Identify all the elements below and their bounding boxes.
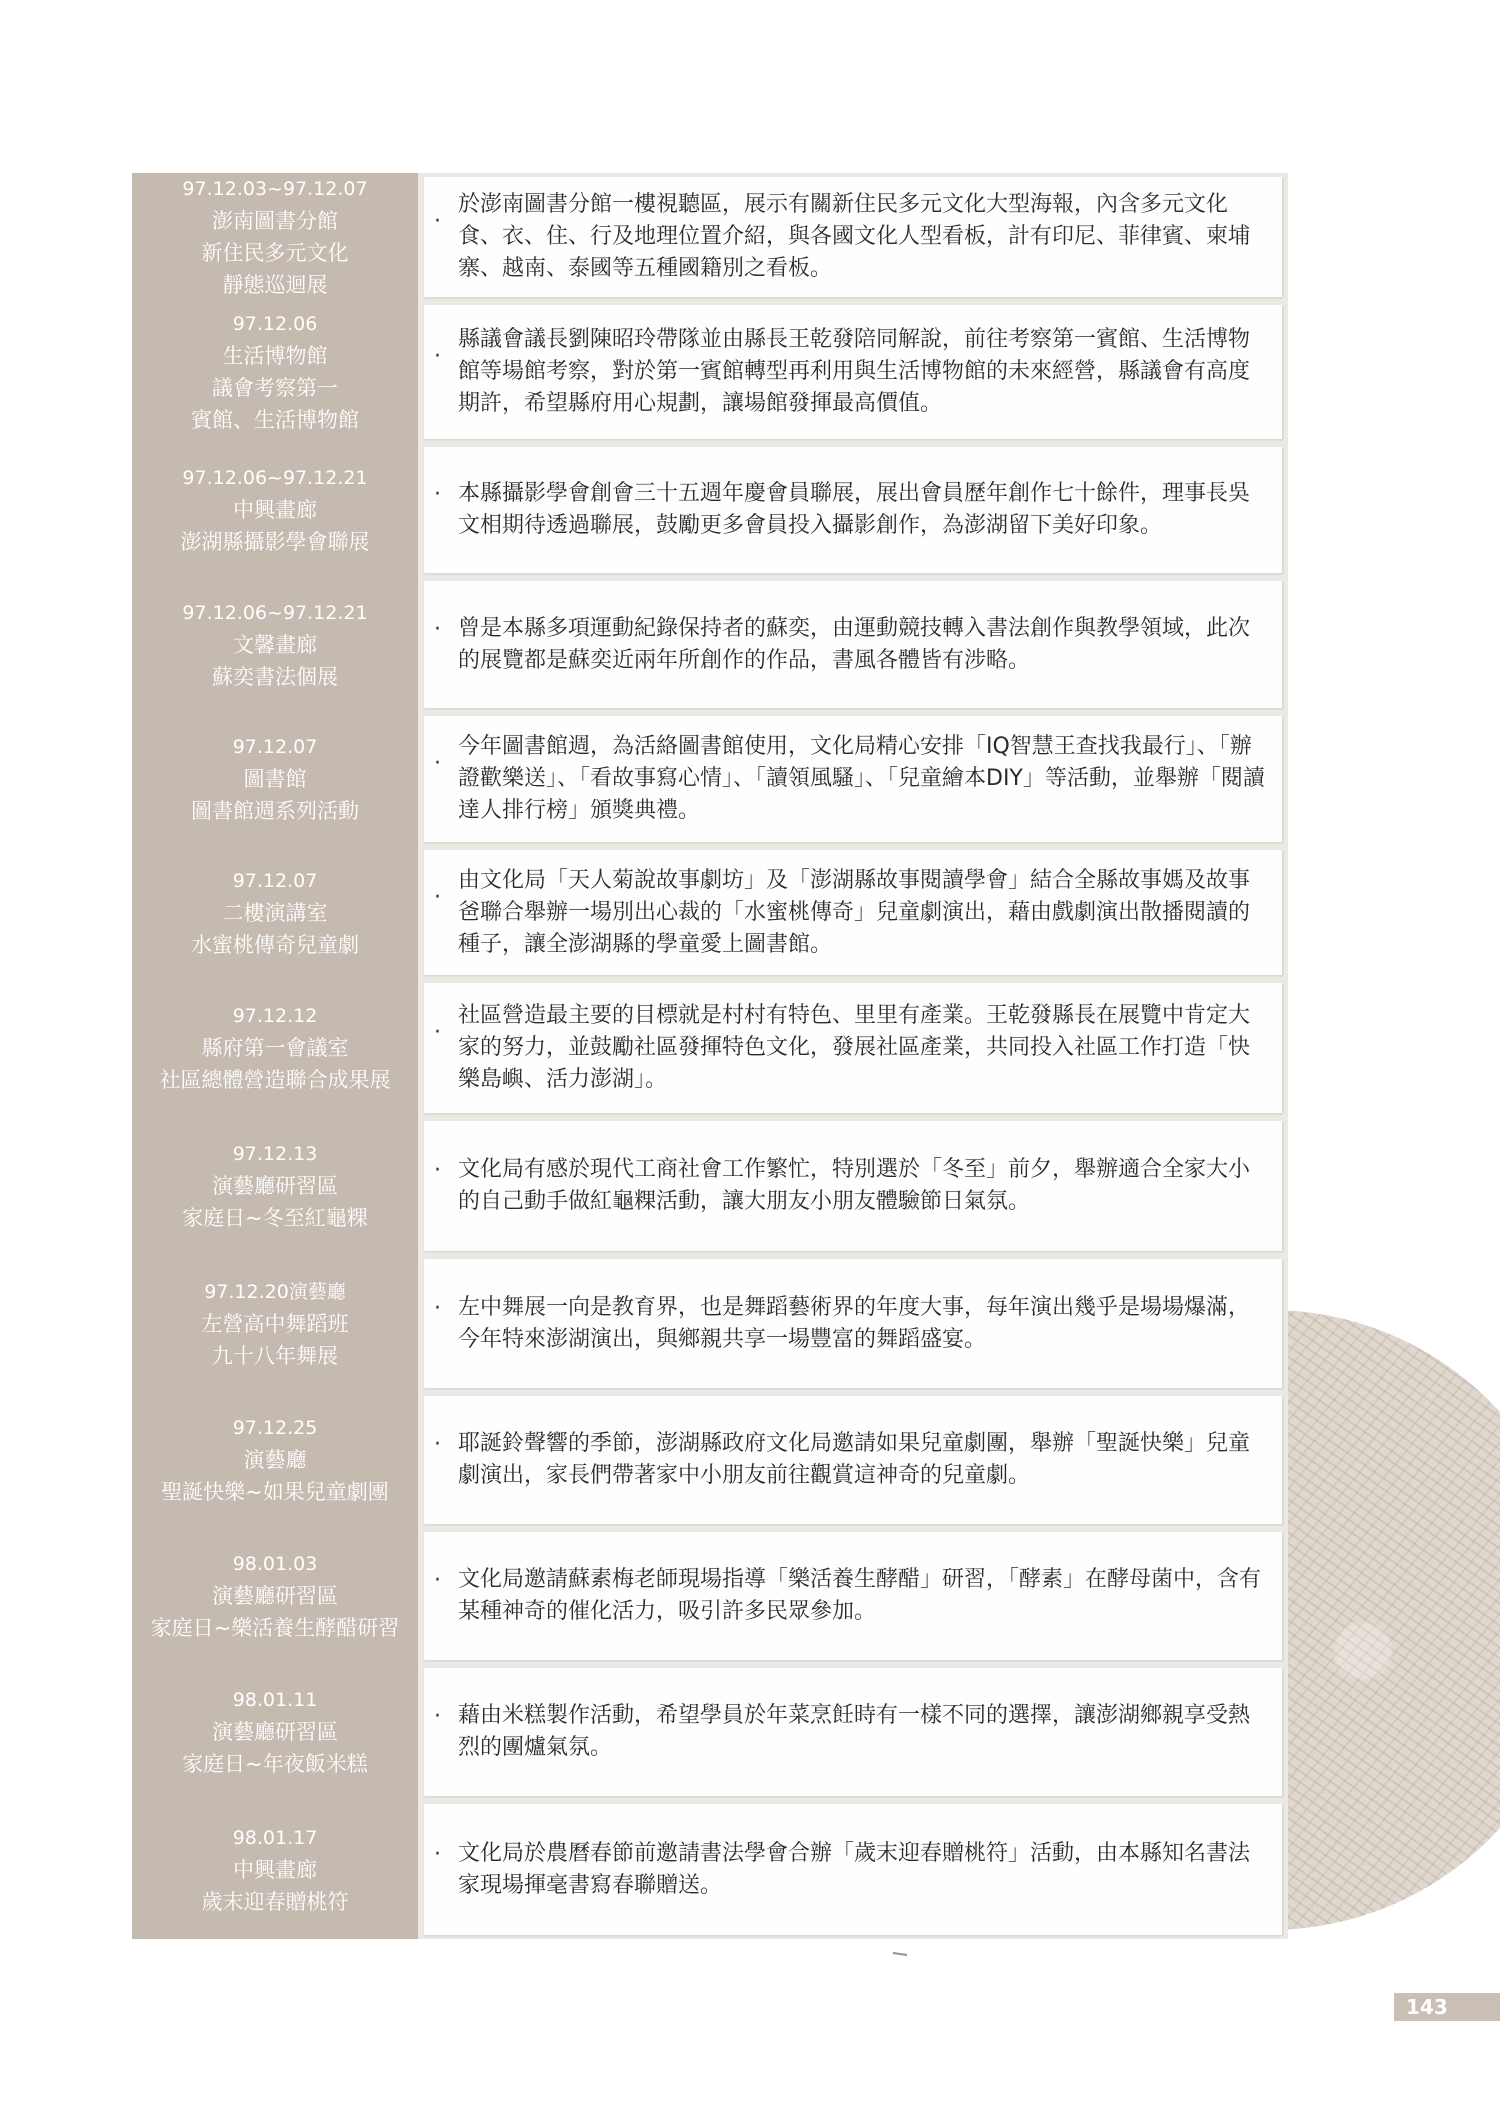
event-info-cell (132, 846, 418, 979)
table-row (132, 1664, 1288, 1800)
event-info-cell (132, 1528, 418, 1664)
table-row (132, 301, 1288, 443)
event-info-line: 賓館、生活博物館 (191, 408, 359, 432)
table-row (132, 1255, 1288, 1392)
event-info-cell (132, 1117, 418, 1255)
events-table (132, 173, 1288, 1939)
event-date: 97.12.03~97.12.07 (182, 178, 368, 200)
event-date: 97.12.07 (232, 869, 318, 892)
bullet-mark: · (434, 1020, 441, 1045)
event-description: 於澎南圖書分館一樓視聽區，展示有關新住民多元文化大型海報，內含多元文化食、衣、住、行及地理位置介紹，與各國文化人型看板，計有印尼、菲律賓、柬埔寨、越南、泰國等五種國籍別之看板。 (458, 192, 1251, 281)
bullet-mark: · (434, 1158, 441, 1183)
event-info-cell (132, 1800, 418, 1939)
event-description-cell (424, 447, 1282, 573)
event-description: 曾是本縣多項運動紀錄保持者的蘇奕，由運動競技轉入書法創作與教學領域，此次的展覽都是蘇奕近兩年所創作的作品，書風各體皆有涉略。 (458, 615, 1251, 673)
event-date: 97.12.25 (232, 1417, 318, 1439)
event-info-cell (132, 979, 418, 1117)
event-info-line: 家庭日~樂活養生酵醋研習 (150, 1616, 400, 1640)
table-row (132, 173, 1288, 301)
table-row (132, 1117, 1288, 1255)
bullet-mark: · (434, 209, 441, 234)
event-info-cell (132, 443, 418, 577)
table-row (132, 979, 1288, 1117)
bullet-mark: · (434, 884, 441, 910)
event-info-line: 水蜜桃傳奇兒童劇 (191, 932, 359, 957)
event-description-cell (424, 1396, 1282, 1524)
event-description-cell (424, 716, 1282, 842)
event-info-line: 演藝廳研習區 (212, 1174, 338, 1198)
bullet-mark: · (434, 1432, 441, 1457)
event-description-cell (424, 1259, 1282, 1388)
table-row (132, 577, 1288, 712)
event-description: 由文化局「天人菊說故事劇坊」及「澎湖縣故事閱讀學會」結合全縣故事媽及故事爸聯合舉辦一場別出心裁的「水蜜桃傳奇」兒童劇演出，藉由戲劇演出散播閱讀的種子，讓全澎湖縣的學童愛上圖書館。 (458, 867, 1251, 957)
event-info-cell (132, 1664, 418, 1800)
table-row (132, 443, 1288, 577)
table-row (132, 1528, 1288, 1664)
event-description-cell (424, 1121, 1282, 1251)
event-date: 98.01.03 (232, 1553, 318, 1575)
event-info-cell (132, 1392, 418, 1528)
bullet-mark: · (434, 344, 441, 369)
event-info-line: 中興畫廊 (233, 498, 317, 522)
event-date: 97.12.06~97.12.21 (182, 467, 368, 489)
event-description: 藉由米糕製作活動，希望學員於年菜烹飪時有一樣不同的選擇，讓澎湖鄉親享受熱烈的團爐氣氛。 (458, 1703, 1251, 1760)
event-info-cell (132, 577, 418, 712)
event-date: 97.12.20演藝廳 (204, 1280, 346, 1303)
event-info-line: 歲末迎春贈桃符 (201, 1889, 349, 1914)
event-info-line: 中興畫廊 (233, 1857, 317, 1882)
event-info-line: 蘇奕書法個展 (212, 664, 338, 689)
bullet-mark: · (434, 482, 441, 507)
event-info-line: 聖誕快樂~如果兒童劇團 (161, 1480, 389, 1504)
event-info-line: 演藝廳 (243, 1448, 307, 1472)
event-date: 97.12.07 (232, 736, 318, 758)
event-info-cell (132, 712, 418, 846)
event-description-cell (424, 1804, 1282, 1935)
event-description-cell (424, 1532, 1282, 1660)
event-info-line: 靜態巡迴展 (222, 273, 328, 297)
event-info-line: 議會考察第一 (212, 376, 338, 400)
scan-speck (893, 1952, 907, 1956)
event-description: 文化局於農曆春節前邀請書法學會合辦「歲末迎春贈桃符」活動，由本縣知名書法家現場揮毫書寫春聯贈送。 (458, 1840, 1251, 1898)
event-description: 耶誕鈴聲響的季節，澎湖縣政府文化局邀請如果兒童劇團，舉辦「聖誕快樂」兒童劇演出，家長們帶著家中小朋友前往觀賞這神奇的兒童劇。 (458, 1431, 1251, 1488)
event-info-line: 新住民多元文化 (201, 241, 349, 265)
event-date: 97.12.13 (232, 1143, 318, 1165)
table-row (132, 1392, 1288, 1528)
event-description: 文化局有感於現代工商社會工作繁忙，特別選於「冬至」前夕，舉辦適合全家大小的自己動手做紅龜粿活動，讓大朋友小朋友體驗節日氣氛。 (458, 1157, 1251, 1214)
event-info-line: 家庭日~冬至紅龜粿 (182, 1206, 368, 1230)
event-info-line: 圖書館 (243, 767, 307, 791)
event-info-line: 演藝廳研習區 (212, 1584, 338, 1608)
event-description-cell (424, 177, 1282, 297)
event-description-cell (424, 305, 1282, 439)
table-row (132, 1800, 1288, 1939)
event-info-line: 社區總體營造聯合成果展 (159, 1068, 391, 1092)
event-info-line: 九十八年舞展 (212, 1343, 338, 1368)
bullet-mark: · (434, 616, 441, 642)
event-info-line: 文馨畫廊 (233, 632, 317, 657)
bullet-mark: · (434, 1568, 441, 1593)
event-date: 97.12.06~97.12.21 (182, 601, 368, 624)
event-date: 97.12.06 (232, 313, 318, 335)
event-info-line: 澎南圖書分館 (212, 209, 338, 233)
event-description-cell (424, 1668, 1282, 1796)
event-date: 97.12.12 (232, 1005, 318, 1027)
event-date: 98.01.11 (232, 1689, 318, 1711)
event-info-cell (132, 1255, 418, 1392)
bullet-mark: · (434, 751, 441, 776)
bullet-mark: · (434, 1704, 441, 1729)
event-date: 98.01.17 (232, 1826, 318, 1849)
event-info-line: 縣府第一會議室 (201, 1036, 349, 1060)
bullet-mark: · (434, 1295, 441, 1321)
event-info-line: 圖書館週系列活動 (191, 799, 359, 823)
event-description: 縣議會議長劉陳昭玲帶隊並由縣長王乾發陪同解說，前往考察第一賓館、生活博物館等場館考察，對於第一賓館轉型再利用與生活博物館的未來經營，縣議會有高度期許，希望縣府用心規劃，讓場館發揮最高價值。 (458, 327, 1251, 416)
bullet-mark: · (434, 1841, 441, 1867)
event-description-cell (424, 581, 1282, 708)
event-description: 今年圖書館週，為活絡圖書館使用，文化局精心安排「IQ智慧王查找我最行」、「辦證歡樂送」、「看故事寫心情」、「讀領風騷」、「兒童繪本DIY」等活動，並舉辦「閱讀達人排行榜」頒獎典禮。 (458, 734, 1265, 823)
event-description-cell (424, 850, 1282, 975)
event-info-line: 二樓演講室 (222, 900, 328, 925)
event-description: 文化局邀請蘇素梅老師現場指導「樂活養生酵醋」研習，「酵素」在酵母菌中，含有某種神奇的催化活力，吸引許多民眾參加。 (458, 1567, 1262, 1624)
table-row (132, 846, 1288, 979)
event-info-line: 家庭日~年夜飯米糕 (182, 1752, 368, 1776)
table-row (132, 712, 1288, 846)
event-info-line: 左營高中舞蹈班 (201, 1311, 349, 1336)
event-description: 本縣攝影學會創會三十五週年慶會員聯展，展出會員歷年創作七十餘件，理事長吳文相期待透過聯展，鼓勵更多會員投入攝影創作，為澎湖留下美好印象。 (458, 481, 1251, 538)
event-description: 左中舞展一向是教育界，也是舞蹈藝術界的年度大事，每年演出幾乎是場場爆滿，今年特來澎湖演出，與鄉親共享一場豐富的舞蹈盛宴。 (458, 1294, 1251, 1352)
event-info-line: 澎湖縣攝影學會聯展 (180, 530, 370, 554)
event-info-line: 生活博物館 (222, 344, 328, 368)
event-info-cell (132, 301, 418, 443)
event-info-cell (132, 173, 418, 301)
event-description-cell (424, 983, 1282, 1113)
page-number: 143 (1394, 1993, 1500, 2021)
event-info-line: 演藝廳研習區 (212, 1720, 338, 1744)
event-description: 社區營造最主要的目標就是村村有特色、里里有產業。王乾發縣長在展覽中肯定大家的努力，並鼓勵社區發揮特色文化，發展社區產業，共同投入社區工作打造「快樂島嶼、活力澎湖」。 (458, 1003, 1251, 1092)
